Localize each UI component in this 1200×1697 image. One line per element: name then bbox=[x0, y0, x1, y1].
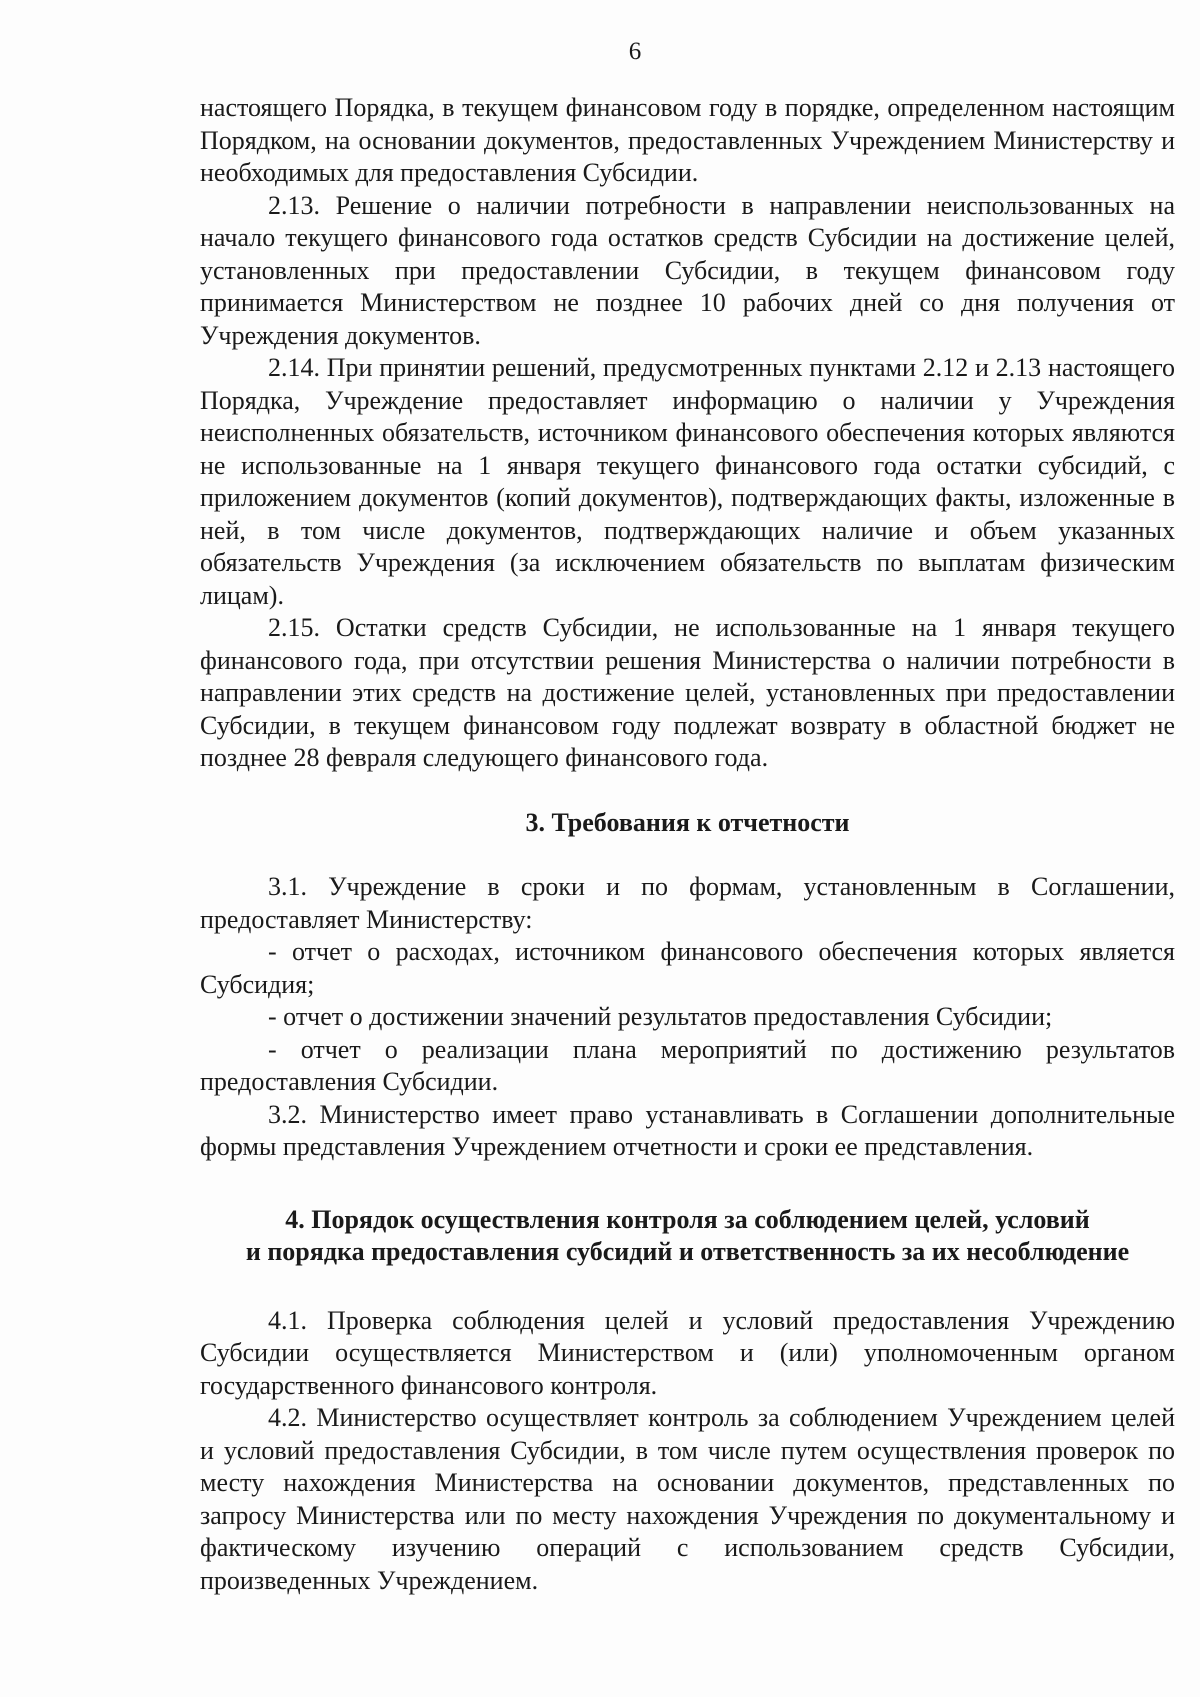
paragraph-2-14: 2.14. При принятии решений, предусмотренных пунктами 2.12 и 2.13 настоящего Порядка, Учреждение предоставляет информацию о наличии у Учреждения неисполненных обязательств, источником финансового обеспечения которых являются не использованные на 1 января текущего финансового года остатки субсидий, с приложением документов (копий документов), подтверждающих факты, изложенные в ней, в том числе документов, подтверждающих наличие и объем указанных обязательств Учреждения (за исключением обязательств по выплатам физическим лицам). bbox=[200, 353, 1175, 610]
paragraph-3-2: 3.2. Министерство имеет право устанавливать в Соглашении дополнительные формы представления Учреждением отчетности и сроки ее представления. bbox=[200, 1099, 1175, 1161]
paragraph-2-13: 2.13. Решение о наличии потребности в направлении неиспользованных на начало текущего финансового года остатков средств Субсидии на достижение целей, установленных при предоставлении Субсидии, в текущем финансовом году принимается Министерством не позднее 10 рабочих дней со дня получения от Учреждения документов. bbox=[200, 190, 1175, 350]
list-item-results-report: - отчет о достижении значений результатов предоставления Субсидии; bbox=[268, 1002, 1053, 1031]
list-item-plan-report: - отчет о реализации плана мероприятий по достижению результатов предоставления Субсидии. bbox=[200, 1034, 1175, 1096]
paragraph-2-15: 2.15. Остатки средств Субсидии, не использованные на 1 января текущего финансового года, при отсутствии решения Министерства о наличии потребности в направлении этих средств на достижение целей, установленных при предоставлении Субсидии, в текущем финансовом году подлежат возврату в областной бюджет не позднее 28 февраля следующего финансового года. bbox=[200, 613, 1175, 772]
page-number: 6 bbox=[628, 38, 642, 65]
paragraph-4-1: 4.1. Проверка соблюдения целей и условий предоставления Учреждению Субсидии осуществляется Министерством и (или) уполномоченным органом государственного финансового контроля. bbox=[200, 1305, 1175, 1400]
paragraph-3-1: 3.1. Учреждение в сроки и по формам, установленным в Соглашении, предоставляет Министерству: bbox=[200, 872, 1175, 934]
section-heading-4 bbox=[200, 1204, 1175, 1269]
section-heading-4-line-2: и порядка предоставления субсидий и ответственность за их несоблюдение bbox=[245, 1237, 1130, 1266]
paragraph-continuation: настоящего Порядка, в текущем финансовом году в порядке, определенном настоящим Порядком, на основании документов, предоставленных Учреждением Министерству и необходимых для предоставления Субсидии. bbox=[200, 93, 1175, 187]
section-heading-4-line-1: 4. Порядок осуществления контроля за соблюдением целей, условий bbox=[285, 1204, 1090, 1234]
list-item-expense-report: - отчет о расходах, источником финансового обеспечения которых является Субсидия; bbox=[200, 937, 1175, 999]
document-body bbox=[200, 92, 1175, 1597]
paragraph-4-2: 4.2. Министерство осуществляет контроль за соблюдением Учреждением целей и условий предоставления Субсидии, в том числе путем осуществления проверок по месту нахождения Министерства на основании документов, представленных по запросу Министерства или по месту нахождения Учреждения по документальному и фактическому изучению операций с использованием средств Субсидии, произведенных Учреждением. bbox=[200, 1403, 1175, 1595]
section-heading-3: 3. Требования к отчетности bbox=[525, 807, 850, 837]
